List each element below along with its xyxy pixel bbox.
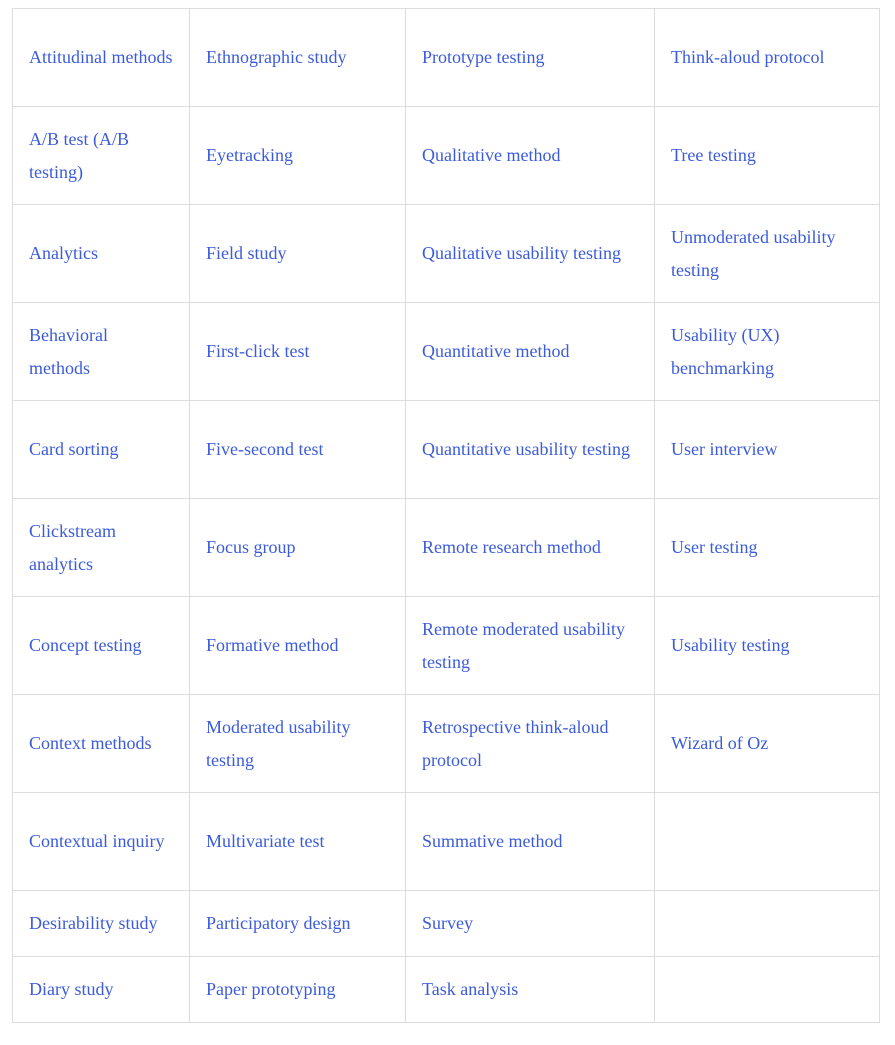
table-cell (655, 597, 880, 695)
table-cell (190, 9, 406, 107)
term-link[interactable]: Usability testing (671, 635, 790, 655)
term-link[interactable]: Clickstream analytics (29, 520, 116, 574)
table-cell (406, 793, 655, 891)
table-cell (13, 793, 190, 891)
table-cell (190, 401, 406, 499)
term-link[interactable]: Desirability study (29, 913, 158, 933)
table-cell (655, 401, 880, 499)
term-link[interactable]: Diary study (29, 979, 114, 999)
table-cell (406, 597, 655, 695)
term-link[interactable]: Usability (UX) benchmarking (671, 324, 780, 378)
table-cell-empty (655, 793, 880, 891)
term-link[interactable]: User interview (671, 439, 778, 459)
term-link[interactable]: Quantitative usability testing (422, 439, 630, 459)
term-link[interactable]: Think-aloud protocol (671, 47, 825, 67)
term-link[interactable]: User testing (671, 537, 758, 557)
term-link[interactable]: Quantitative method (422, 341, 570, 361)
table-cell (406, 303, 655, 401)
term-link[interactable]: Focus group (206, 537, 296, 557)
table-row (13, 597, 880, 695)
term-link[interactable]: Field study (206, 243, 287, 263)
term-link[interactable]: Survey (422, 913, 473, 933)
term-link[interactable]: Attitudinal methods (29, 47, 173, 67)
terms-table (12, 8, 880, 1023)
table-cell (406, 499, 655, 597)
table-cell (406, 695, 655, 793)
table-cell (190, 891, 406, 957)
term-link[interactable]: Ethnographic study (206, 47, 347, 67)
table-row (13, 205, 880, 303)
table-row (13, 107, 880, 205)
table-cell (13, 205, 190, 303)
term-link[interactable]: Prototype testing (422, 47, 545, 67)
term-link[interactable]: Retrospective think-aloud protocol (422, 716, 609, 770)
table-cell (406, 891, 655, 957)
term-link[interactable]: Tree testing (671, 145, 756, 165)
table-cell (190, 499, 406, 597)
table-cell (13, 957, 190, 1023)
table-cell (190, 695, 406, 793)
table-cell (190, 597, 406, 695)
table-cell (190, 793, 406, 891)
term-link[interactable]: Wizard of Oz (671, 733, 769, 753)
table-cell (13, 401, 190, 499)
table-cell (13, 597, 190, 695)
term-link[interactable]: Qualitative usability testing (422, 243, 621, 263)
table-cell (13, 9, 190, 107)
table-row (13, 957, 880, 1023)
table-cell (13, 107, 190, 205)
glossary-grid (12, 8, 880, 1023)
table-cell (13, 695, 190, 793)
table-cell (406, 957, 655, 1023)
term-link[interactable]: Task analysis (422, 979, 519, 999)
term-link[interactable]: Context methods (29, 733, 152, 753)
term-link[interactable]: Five-second test (206, 439, 324, 459)
term-link[interactable]: Contextual inquiry (29, 831, 165, 851)
term-link[interactable]: Card sorting (29, 439, 119, 459)
term-link[interactable]: Concept testing (29, 635, 142, 655)
terms-table-body (13, 9, 880, 1023)
table-row (13, 303, 880, 401)
table-cell (655, 695, 880, 793)
term-link[interactable]: Participatory design (206, 913, 351, 933)
table-cell-empty (655, 957, 880, 1023)
table-row (13, 695, 880, 793)
term-link[interactable]: Qualitative method (422, 145, 561, 165)
table-cell (13, 499, 190, 597)
table-row (13, 499, 880, 597)
table-cell (655, 9, 880, 107)
term-link[interactable]: Remote research method (422, 537, 601, 557)
term-link[interactable]: First-click test (206, 341, 310, 361)
table-cell (190, 107, 406, 205)
term-link[interactable]: Remote moderated usability testing (422, 618, 625, 672)
term-link[interactable]: Formative method (206, 635, 339, 655)
table-cell (655, 107, 880, 205)
term-link[interactable]: Summative method (422, 831, 563, 851)
term-link[interactable]: Behavioral methods (29, 324, 108, 378)
term-link[interactable]: Eyetracking (206, 145, 293, 165)
table-cell (406, 205, 655, 303)
table-cell-empty (655, 891, 880, 957)
term-link[interactable]: Multivariate test (206, 831, 325, 851)
table-cell (190, 957, 406, 1023)
table-cell (406, 9, 655, 107)
term-link[interactable]: Paper prototyping (206, 979, 336, 999)
table-cell (655, 499, 880, 597)
table-cell (406, 401, 655, 499)
term-link[interactable]: A/B test (A/B testing) (29, 128, 130, 182)
term-link[interactable]: Analytics (29, 243, 98, 263)
table-row (13, 9, 880, 107)
table-cell (655, 205, 880, 303)
term-link[interactable]: Moderated usability testing (206, 716, 351, 770)
table-row (13, 891, 880, 957)
table-row (13, 793, 880, 891)
table-cell (13, 891, 190, 957)
table-cell (655, 303, 880, 401)
table-cell (190, 205, 406, 303)
table-cell (406, 107, 655, 205)
table-row (13, 401, 880, 499)
table-cell (13, 303, 190, 401)
term-link[interactable]: Unmoderated usability testing (671, 226, 836, 280)
table-cell (190, 303, 406, 401)
